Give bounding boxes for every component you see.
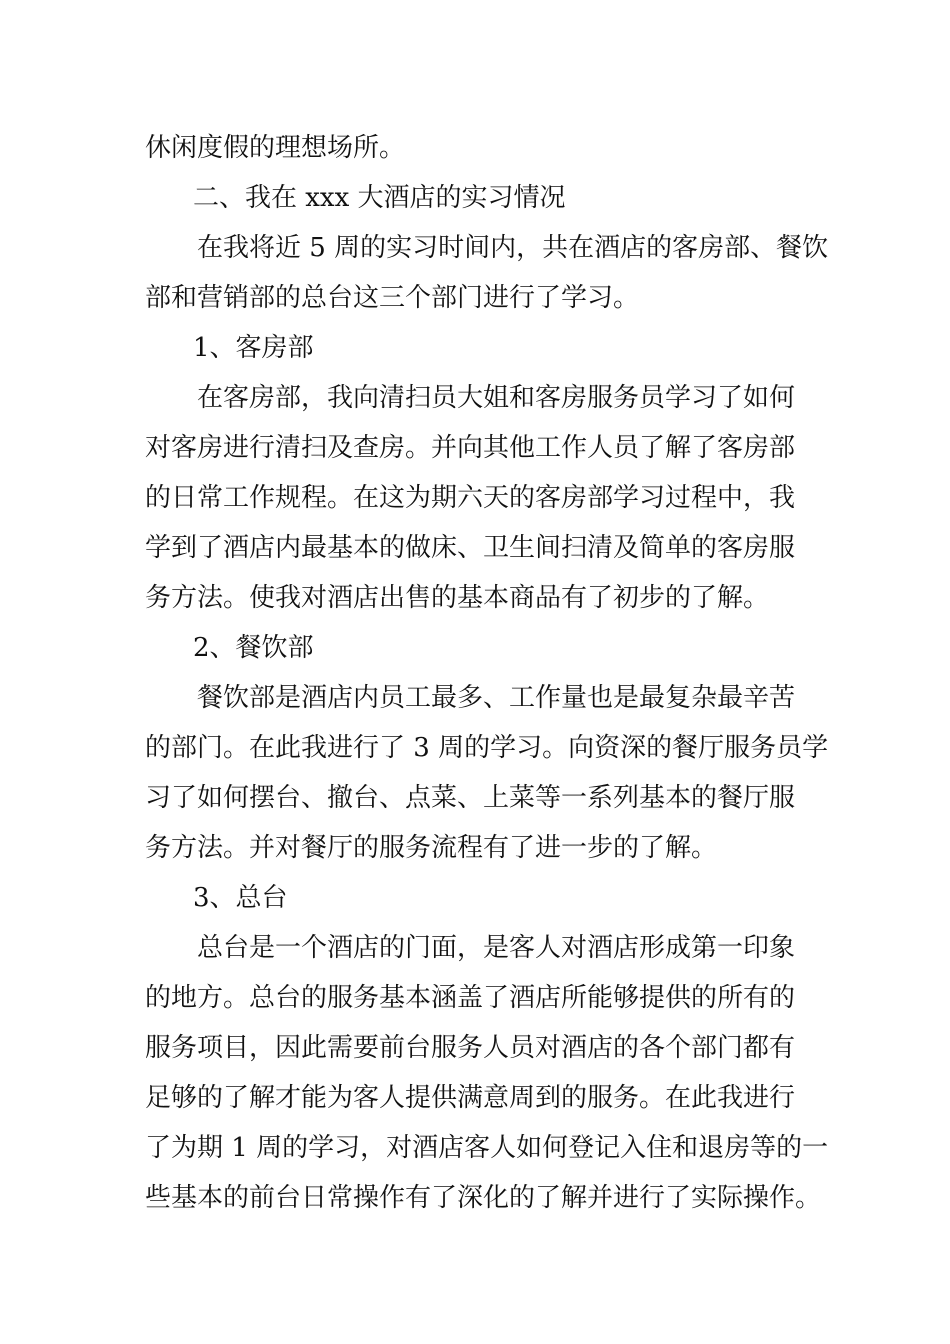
text-line: 了为期 1 周的学习，对酒店客人如何登记入住和退房等的一 (145, 1133, 829, 1163)
text-line: 休闲度假的理想场所。 (145, 133, 406, 163)
text-line: 服务项目，因此需要前台服务人员对酒店的各个部门都有 (145, 1033, 796, 1063)
text-line: 的地方。总台的服务基本涵盖了酒店所能够提供的所有的 (145, 983, 796, 1013)
text-line: 务方法。使我对酒店出售的基本商品有了初步的了解。 (145, 583, 770, 613)
text-line: 部和营销部的总台这三个部门进行了学习。 (145, 283, 640, 313)
text-line: 的部门。在此我进行了 3 周的学习。向资深的餐厅服务员学 (145, 733, 829, 763)
section-heading: 二、我在 xxx 大酒店的实习情况 (193, 183, 566, 213)
subsection-heading: 1、客房部 (193, 333, 314, 363)
subsection-heading: 2、餐饮部 (193, 633, 314, 663)
text-line: 足够的了解才能为客人提供满意周到的服务。在此我进行 (145, 1083, 796, 1113)
text-line: 些基本的前台日常操作有了深化的了解并进行了实际操作。 (145, 1183, 822, 1213)
text-line: 在我将近 5 周的实习时间内，共在酒店的客房部、餐饮 (197, 233, 829, 263)
text-line: 对客房进行清扫及查房。并向其他工作人员了解了客房部 (145, 433, 796, 463)
text-line: 在客房部，我向清扫员大姐和客房服务员学习了如何 (197, 383, 796, 413)
text-line: 总台是一个酒店的门面，是客人对酒店形成第一印象 (197, 933, 796, 963)
text-line: 学到了酒店内最基本的做床、卫生间扫清及简单的客房服 (145, 533, 796, 563)
text-line: 的日常工作规程。在这为期六天的客房部学习过程中，我 (145, 483, 796, 513)
text-line: 习了如何摆台、撤台、点菜、上菜等一系列基本的餐厅服 (145, 783, 796, 813)
text-line: 务方法。并对餐厅的服务流程有了进一步的了解。 (145, 833, 718, 863)
subsection-heading: 3、总台 (193, 883, 288, 913)
text-line: 餐饮部是酒店内员工最多、工作量也是最复杂最辛苦 (197, 683, 796, 713)
